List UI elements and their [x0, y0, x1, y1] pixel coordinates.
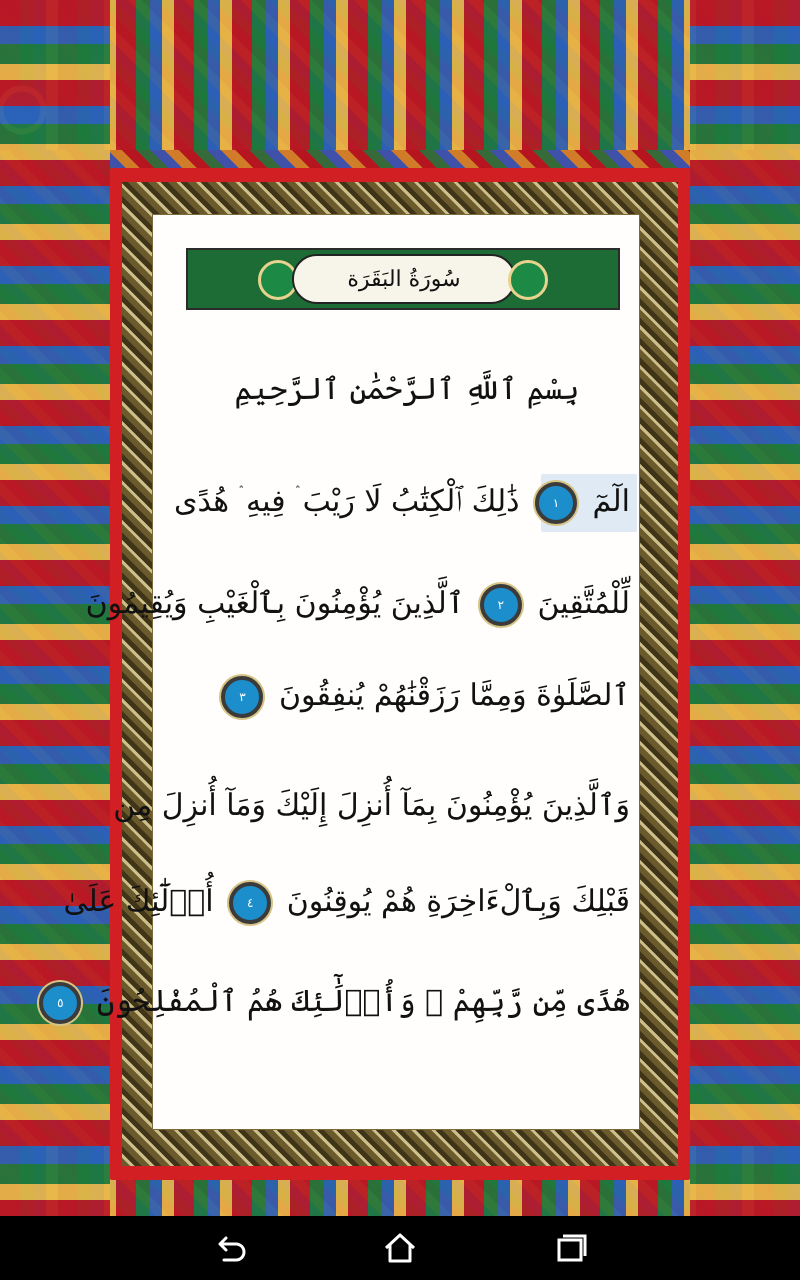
ornament-top [0, 0, 800, 150]
verse-line[interactable] [172, 466, 630, 538]
verse-line[interactable] [57, 966, 630, 1038]
system-navigation-bar [0, 1216, 800, 1280]
verse-line[interactable] [172, 660, 630, 732]
verse-text[interactable]: وَٱلَّذِينَ يُؤْمِنُونَ بِمَآ أُنزِلَ إِلَيْكَ وَمَآ أُنزِلَ مِن [113, 788, 630, 823]
verse-line[interactable] [85, 568, 630, 640]
surah-title: سُورَةُ البَقَرَة [347, 266, 461, 292]
ornament-right [690, 0, 800, 1216]
verse-line[interactable] [63, 866, 630, 938]
verse-text[interactable]: قَبْلِكَ وَبِٱلْءَاخِرَةِ هُمْ يُوقِنُونَ [286, 884, 630, 919]
verse-text[interactable]: الٓمٓ [592, 484, 630, 519]
verse-line[interactable] [113, 770, 630, 842]
verse-text[interactable]: ذَٰلِكَ ٱلْكِتَٰبُ لَا رَيْبَ ۛ فِيهِ ۛ هُدًى [173, 484, 520, 519]
basmala: بِسْمِ ٱللَّهِ ٱلرَّحْمَٰنِ ٱلرَّحِيمِ [234, 372, 580, 407]
ayah-marker-icon[interactable]: ٣ [221, 676, 263, 718]
medallion-icon [508, 260, 548, 300]
verse-text[interactable]: ٱلَّذِينَ يُؤْمِنُونَ بِٱلْغَيْبِ وَيُقِيمُونَ [85, 586, 465, 621]
verse-text[interactable]: أُو۟لَٰٓئِكَ عَلَىٰ [63, 884, 214, 919]
home-icon[interactable] [380, 1228, 420, 1268]
recent-apps-icon[interactable] [551, 1228, 591, 1268]
ayah-marker-icon[interactable]: ٢ [480, 584, 522, 626]
surah-title-cartouche [292, 254, 516, 304]
ayah-marker-icon[interactable]: ٥ [39, 982, 81, 1024]
verse-text[interactable]: هُدًى مِّن رَّبِّهِمْ ۖ وَأُو۟لَٰٓئِكَ هُمُ ٱلْمُفْلِحُونَ [96, 984, 630, 1019]
verse-text[interactable]: ٱلصَّلَوٰةَ وَمِمَّا رَزَقْنَٰهُمْ يُنفِقُونَ [279, 678, 630, 713]
ayah-marker-icon[interactable]: ١ [535, 482, 577, 524]
verse-text[interactable]: لِّلْمُتَّقِينَ [537, 586, 630, 621]
back-arrow-icon[interactable] [210, 1228, 250, 1268]
ayah-marker-icon[interactable]: ٤ [229, 882, 271, 924]
surah-title-panel [186, 248, 620, 310]
